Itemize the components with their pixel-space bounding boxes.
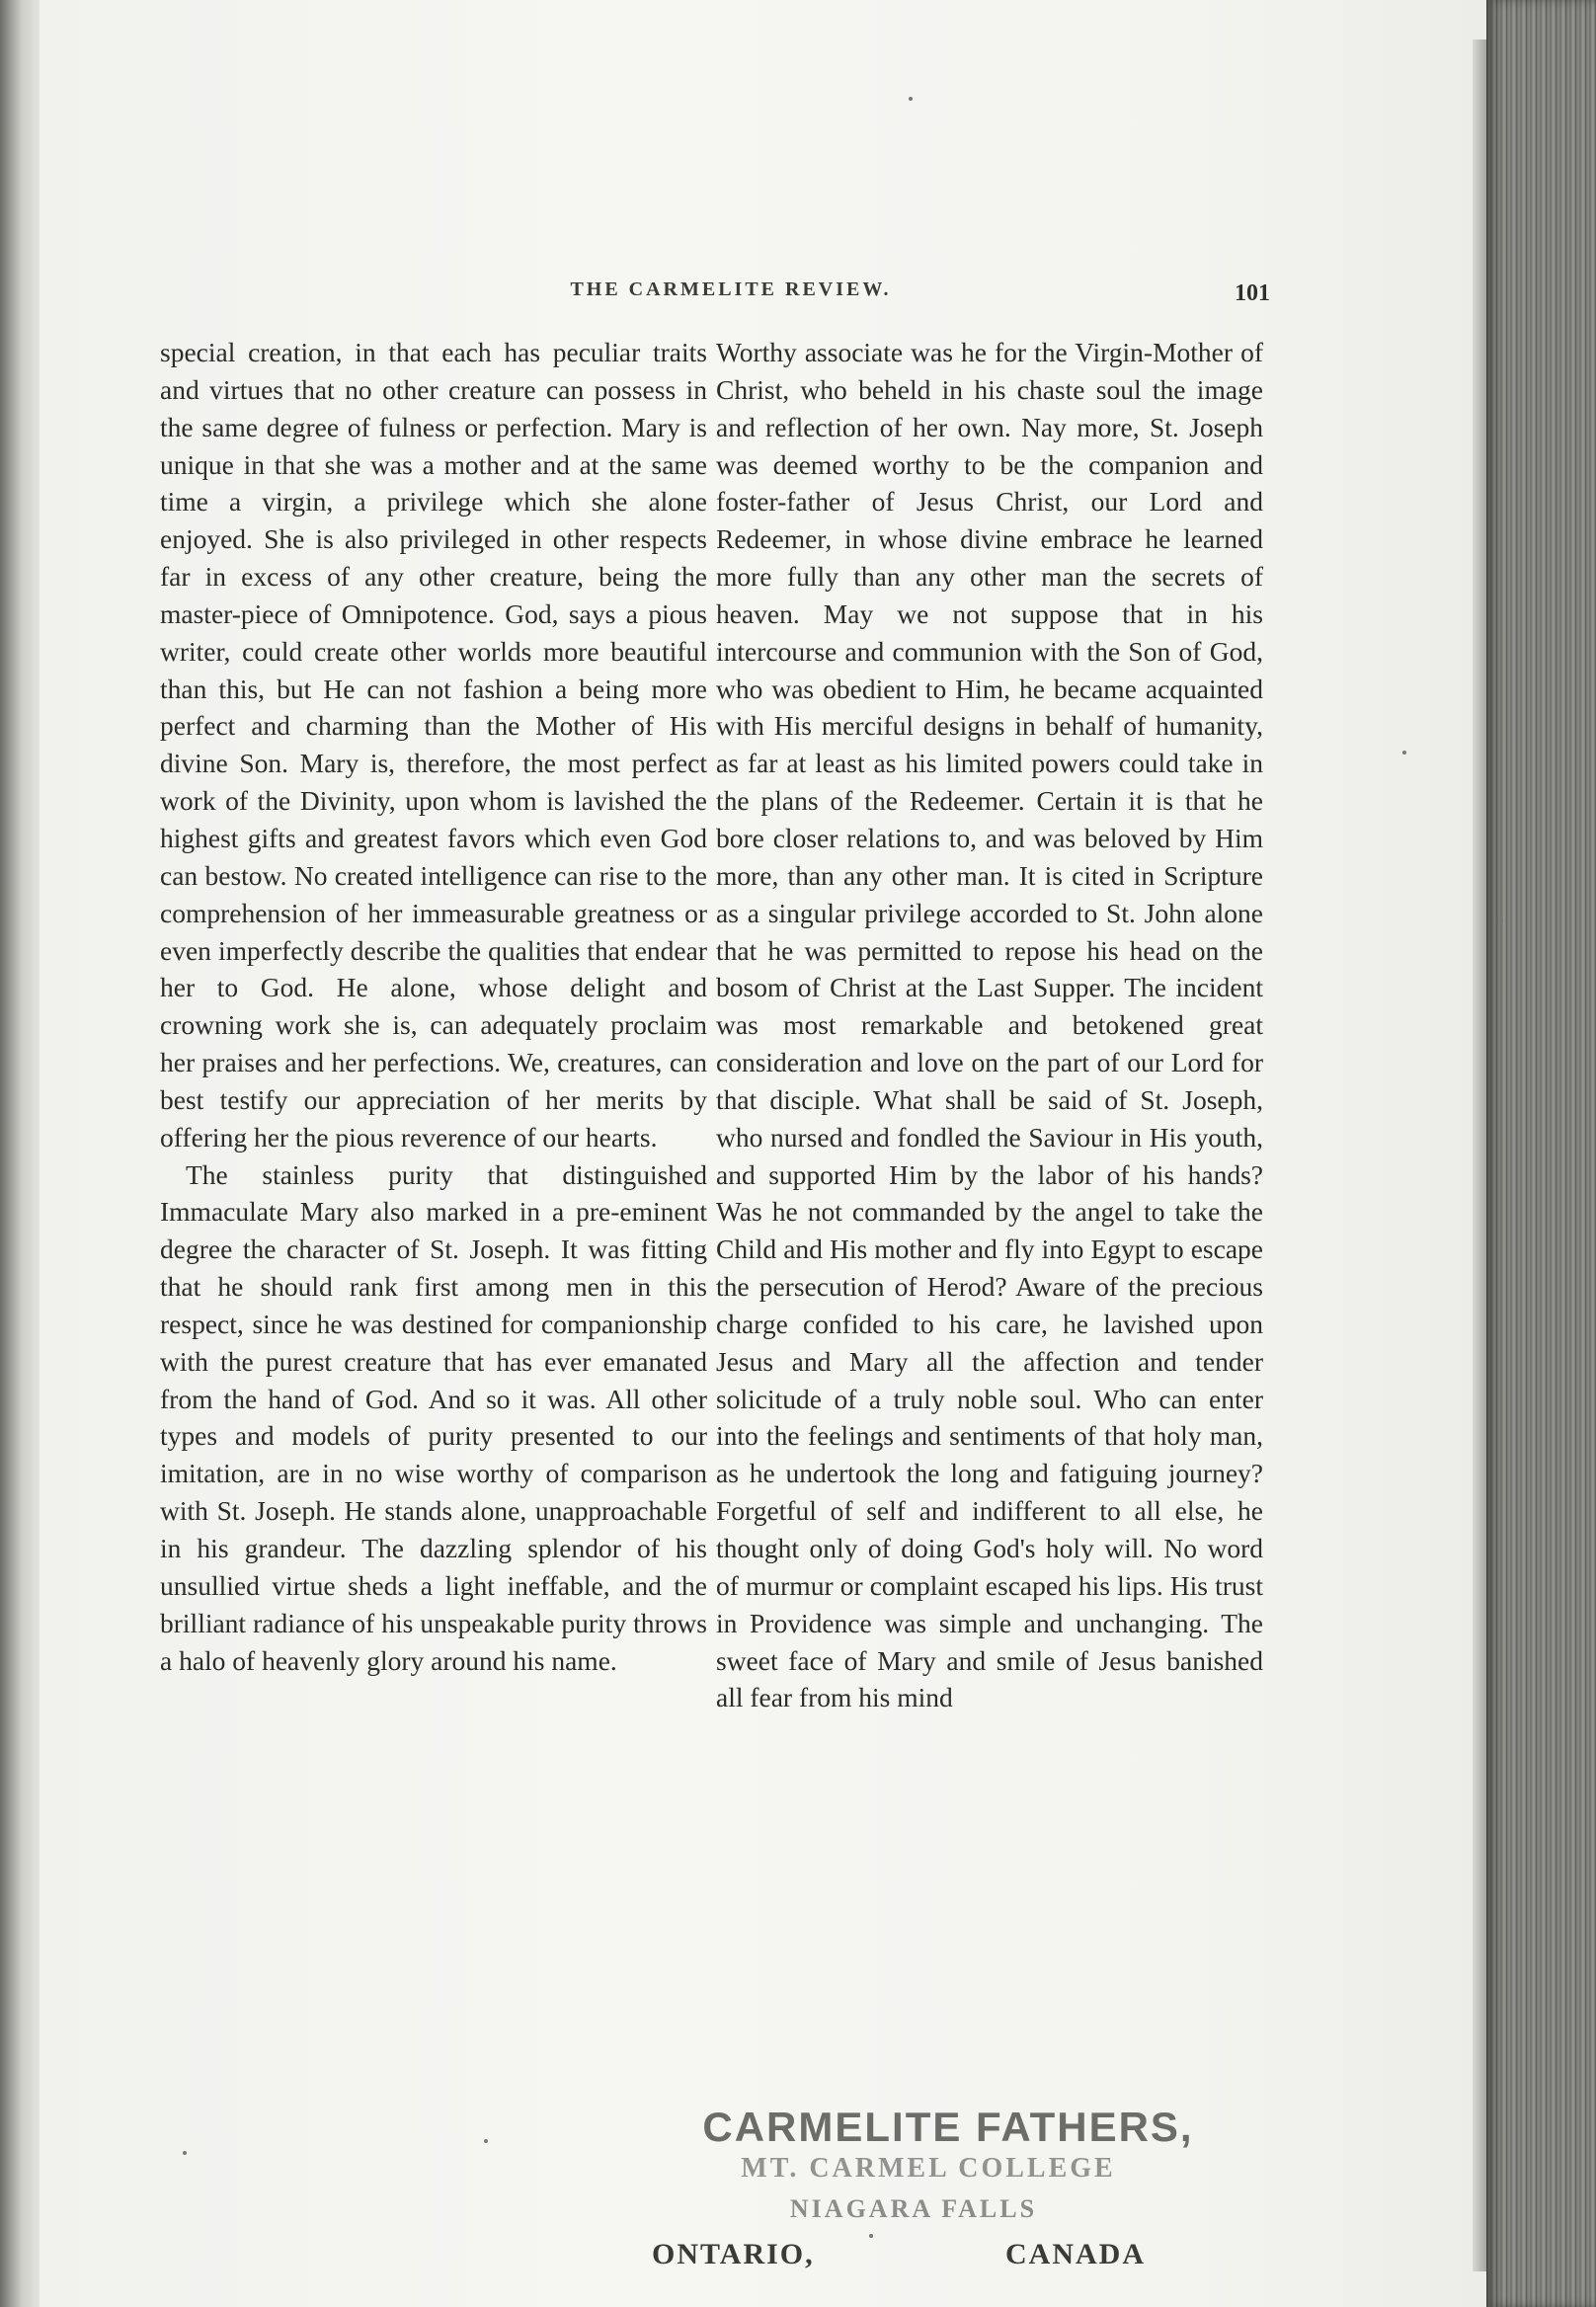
- paragraph: Worthy associate was he for the Virgin-Mother of Christ, who beheld in his chaste soul the image and reflection of her own. Nay more, St. Joseph was deemed worthy to be the companion and foster-father of Jesus Christ, our Lord and Redeemer, in whose divine embrace he learned more fully than any other man the secrets of heaven. May we not suppose that in his intercourse and communion with the Son of God, who was obedient to Him, he became acquainted with His merciful designs in behalf of humanity, as far at least as his limited powers could take in the plans of the Redeemer. Certain it is that he bore closer relations to, and was beloved by Him more, than any other man. It is cited in Scripture as a singular privilege accorded to St. John alone that he was permitted to repose his head on the bosom of Christ at the Last Supper. The incident was most remarkable and betokened great consideration and love on the part of our Lord for that disciple. What shall be said of St. Joseph, who nursed and fondled the Saviour in His youth, and supported Him by the labor of his hands? Was he not commanded by the angel to take the Child and His mother and fly into Egypt to escape the persecution of Herod? Aware of the precious charge confided to his care, he lavished upon Jesus and Mary all the affection and tender solicitude of a truly noble soul. Who can enter into the feelings and sentiments of that holy man, as he undertook the long and fatiguing journey? Forgetful of self and indifferent to all else, he thought only of doing God's holy will. No word of murmur or complaint escaped his lips. His trust in Providence was simple and unchanging. The sweet face of Mary and smile of Jesus banished all fear from his mind: [716, 337, 1263, 1713]
- scan-speck: [1499, 918, 1503, 922]
- page-number: 101: [1235, 280, 1270, 306]
- stamp-province: ONTARIO,: [652, 2238, 815, 2270]
- paragraph: The stainless purity that distinguished Immaculate Mary also marked in a pre-eminent degree the character of St. Joseph. It was fitting that he should rank first among men in this respect, since he was destined for companionship with the purest creature that has ever emanated from the hand of God. And so it was. All other types and models of purity presented to our imitation, are in no wise worthy of comparison with St. Joseph. He stands alone, unapproachable in his grandeur. The dazzling splendor of his unsullied virtue sheds a light ineffable, and the brilliant radiance of his unspeakable purity throws a halo of heavenly glory around his name.: [160, 1158, 707, 1676]
- book-fore-edge: [1486, 0, 1596, 2307]
- running-head: THE CARMELITE REVIEW.: [570, 278, 892, 300]
- scan-speck: [1402, 751, 1406, 755]
- scan-speck: [183, 2151, 187, 2155]
- paragraph: special creation, in that each has peculiar traits and virtues that no other creature can possess in the same degree of fulness or perfection. Mary is unique in that she was a mother and at the same time a virgin, a privilege which she alone enjoyed. She is also privileged in other respects far in excess of any other creature, being the master-piece of Omnipotence. God, says a pious writer, could create other worlds more beautiful than this, but He can not fashion a being more perfect and charming than the Mother of His divine Son. Mary is, therefore, the most perfect work of the Divinity, upon whom is lavished the highest gifts and greatest favors which even God can bestow. No created intelligence can rise to the comprehension of her immeasurable greatness or even imperfectly describe the qualities that endear her to God. He alone, whose delight and crowning work she is, can adequately proclaim her praises and her perfections. We, creatures, can best testify our appreciation of her merits by offering her the pious reverence of our hearts.: [160, 337, 707, 1153]
- stamp-country: CANADA: [1005, 2238, 1146, 2270]
- stamp-line-2: MT. CARMEL COLLEGE: [741, 2153, 1116, 2184]
- scan-speck: [484, 2139, 488, 2143]
- page-edge-shadow: [1473, 40, 1486, 2271]
- scan-speck: [909, 97, 913, 101]
- scan-left-edge: [0, 0, 40, 2307]
- stamp-line-4: [652, 2238, 1146, 2271]
- stamp-line-1: CARMELITE FATHERS,: [702, 2104, 1194, 2150]
- right-column: [716, 334, 1263, 1716]
- library-stamp: [593, 2104, 1225, 2271]
- left-column: [160, 334, 707, 1679]
- stamp-line-3: NIAGARA FALLS: [789, 2194, 1038, 2223]
